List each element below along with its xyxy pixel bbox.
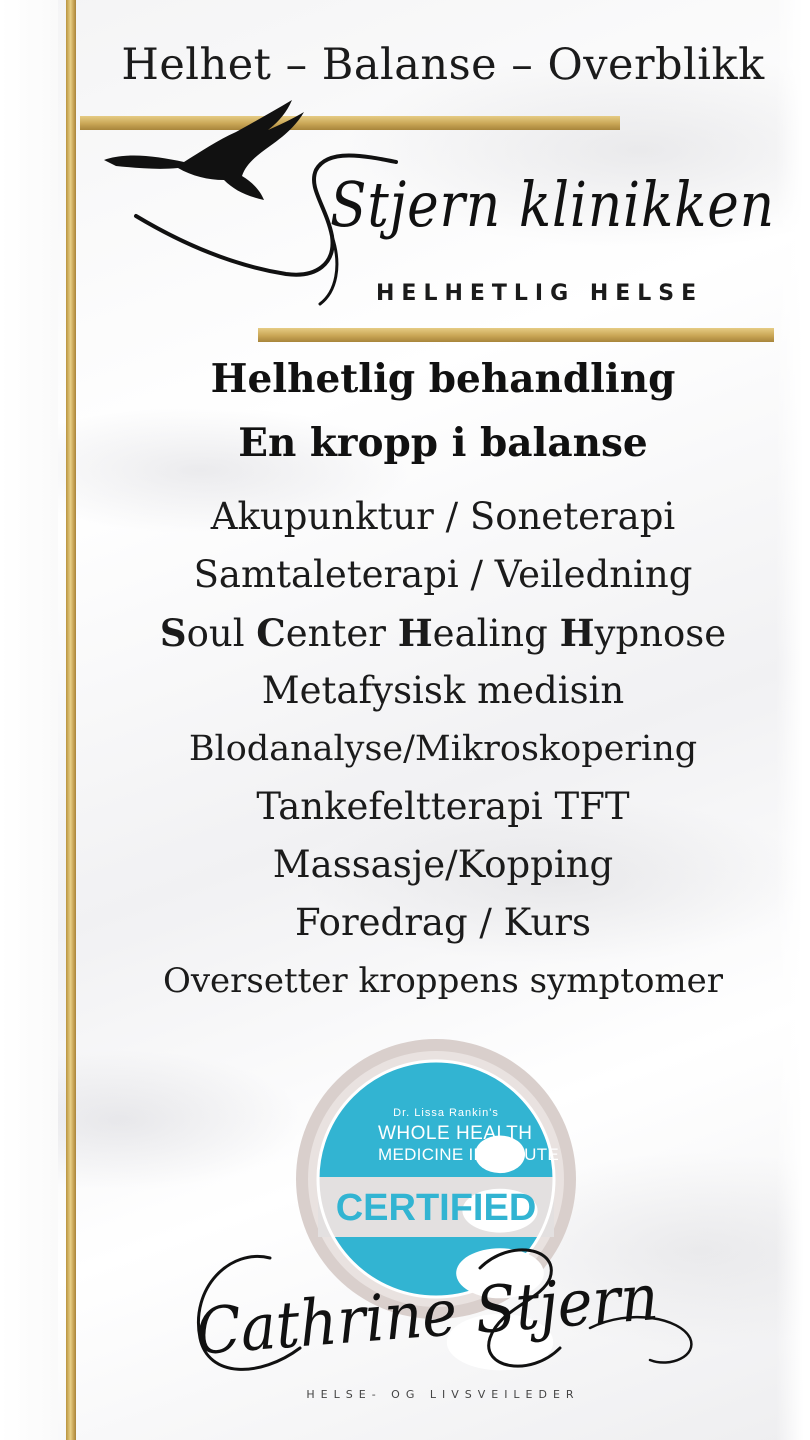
tagline: Helhet – Balanse – Overblikk bbox=[121, 40, 765, 90]
service-item: Tankefeltterapi TFT bbox=[256, 785, 630, 828]
badge-author: Dr. Lissa Rankin's bbox=[393, 1107, 499, 1119]
gold-bar-middle bbox=[258, 328, 774, 342]
clinic-name: Stjern klinikken bbox=[330, 168, 775, 241]
heading-primary: Helhetlig behandling bbox=[210, 356, 676, 402]
service-item: Foredrag / Kurs bbox=[295, 901, 591, 944]
service-item: Akupunktur / Soneterapi bbox=[210, 495, 676, 538]
clinic-subtitle: HELHETLIG HELSE bbox=[376, 281, 704, 306]
gold-vertical-line bbox=[66, 0, 76, 1440]
services-list bbox=[76, 488, 810, 1010]
left-margin bbox=[0, 0, 58, 1440]
service-item: Metafysisk medisin bbox=[261, 669, 625, 712]
service-item: Massasje/Kopping bbox=[272, 843, 614, 886]
service-item: Blodanalyse/Mikroskopering bbox=[188, 729, 698, 769]
badge-institute-line2: MEDICINE INSTITUTE bbox=[378, 1145, 560, 1164]
badge-certified: CERTIFIED bbox=[335, 1187, 537, 1229]
signature-role: HELSE- OG LIVSVEILEDER bbox=[306, 1388, 580, 1401]
service-item: Oversetter kroppens symptomer bbox=[162, 961, 724, 1001]
service-item-soul-center: Soul Center Healing Hypnose bbox=[159, 611, 727, 655]
heading-secondary: En kropp i balanse bbox=[238, 420, 648, 466]
service-item: Samtaleterapi / Veiledning bbox=[193, 553, 693, 596]
signature-name: Cathrine Stjern bbox=[193, 1260, 661, 1370]
badge-institute-line1: WHOLE HEALTH bbox=[378, 1123, 533, 1144]
